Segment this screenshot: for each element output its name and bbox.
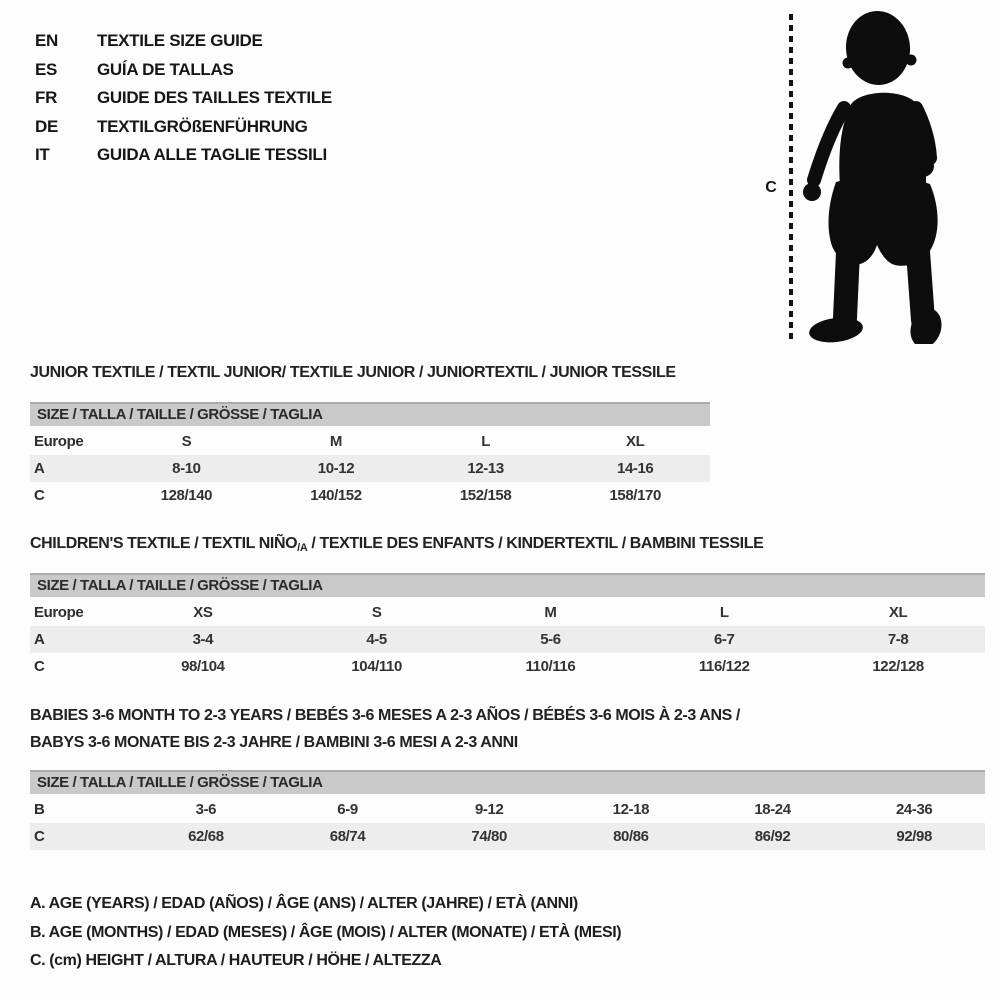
language-row [35, 141, 332, 170]
value-cell: M [329, 433, 343, 450]
value-cell: 12-18 [612, 801, 650, 818]
language-title: GUÍA DE TALLAS [97, 59, 234, 79]
table-row [30, 455, 710, 482]
note-line: A. AGE (YEARS) / EDAD (AÑOS) / ÂGE (ANS) / ALTER (JAHRE) / ETÀ (ANNI) [30, 895, 578, 912]
language-title-list [35, 27, 332, 170]
table-row [30, 823, 985, 850]
language-row [35, 113, 332, 142]
value-cell: 92/98 [843, 823, 985, 850]
value-cell: 158/170 [609, 487, 661, 504]
size-table-grid [30, 428, 710, 509]
row-label-cell: B [34, 801, 45, 818]
value-cell: 80/86 [560, 823, 702, 850]
height-label: C [765, 179, 777, 196]
value-cell: XL [888, 604, 908, 621]
value-cell: L [719, 604, 729, 621]
section-title-line [30, 359, 676, 386]
section-title [30, 530, 763, 562]
value-cell: S [181, 433, 192, 450]
value-cell: XL [626, 433, 645, 450]
value-cell: 18-24 [754, 801, 791, 818]
language-code: FR [35, 88, 58, 108]
size-header-bar: SIZE / TALLA / TAILLE / GRÖSSE / TAGLIA [30, 770, 985, 794]
section-title-text: BABIES 3-6 MONTH TO 2-3 YEARS / BEBÉS 3-6 MESES A 2-3 AÑOS / BÉBÉS 3-6 MOIS À 2-3 ANS / [30, 707, 740, 724]
value-cell: 62/68 [135, 823, 277, 850]
section-title-text: CHILDREN'S TEXTILE / TEXTIL NIÑO [30, 535, 298, 552]
value-cell: 122/128 [872, 658, 924, 675]
section-title [30, 359, 676, 386]
value-cell: 7-8 [811, 626, 985, 653]
baby-silhouette-icon [800, 6, 955, 344]
value-cell: 74/80 [418, 823, 560, 850]
value-cell: 128/140 [160, 487, 213, 504]
language-row [35, 56, 332, 85]
size-header-bar: SIZE / TALLA / TAILLE / GRÖSSE / TAGLIA [30, 402, 710, 426]
language-code: EN [35, 31, 59, 50]
value-cell: 12-13 [411, 455, 561, 482]
language-row [35, 27, 332, 56]
value-cell: 6-7 [637, 626, 811, 653]
row-label-cell: C [34, 658, 45, 675]
value-cell: 116/122 [698, 658, 750, 675]
section-title-line [30, 702, 740, 729]
table-row [30, 626, 985, 653]
section-title-line [30, 729, 740, 756]
note-line: B. AGE (MONTHS) / EDAD (MESES) / ÂGE (MOIS) / ALTER (MONATE) / ETÀ (MESI) [30, 923, 622, 941]
value-cell: 152/158 [459, 487, 512, 504]
language-code: DE [35, 116, 59, 136]
row-label-cell: A [30, 626, 116, 653]
value-cell: M [544, 604, 557, 621]
row-label-cell: Europe [34, 604, 84, 621]
language-title: GUIDA ALLE TAGLIE TESSILI [97, 145, 327, 165]
language-row [35, 84, 332, 113]
row-label-cell: C [30, 823, 135, 850]
value-cell: 140/152 [310, 487, 362, 504]
row-label-cell: C [34, 487, 45, 504]
value-cell: L [481, 433, 490, 450]
language-title: TEXTILGRÖßENFÜHRUNG [97, 116, 308, 136]
value-cell: 110/116 [525, 658, 576, 675]
size-table-grid [30, 796, 985, 850]
section-title-line [30, 530, 763, 562]
row-label-cell: A [30, 455, 112, 482]
section-title [30, 702, 740, 756]
value-cell: 3-4 [116, 626, 290, 653]
value-cell: 24-36 [895, 801, 933, 818]
size-table [30, 573, 985, 680]
size-table [30, 770, 985, 850]
section-title-text: /A [297, 542, 308, 554]
language-title: TEXTILE SIZE GUIDE [97, 31, 263, 50]
value-cell: S [371, 604, 382, 621]
language-code: ES [35, 59, 58, 79]
table-row [30, 482, 710, 509]
language-code: IT [35, 145, 50, 165]
height-dotted-line [789, 14, 793, 342]
table-row [30, 599, 985, 626]
table-row [30, 796, 985, 823]
note-line: C. (cm) HEIGHT / ALTURA / HAUTEUR / HÖHE / ALTEZZA [30, 952, 442, 970]
table-row [30, 653, 985, 680]
value-cell: 9-12 [474, 801, 504, 818]
value-cell: 68/74 [277, 823, 419, 850]
section-title-text: / TEXTILE DES ENFANTS / KINDERTEXTIL / BAMBINI TESSILE [307, 535, 764, 552]
value-cell: 8-10 [112, 455, 262, 482]
size-table-grid [30, 599, 985, 680]
section-title-text: BABYS 3-6 MONATE BIS 2-3 JAHRE / BAMBINI 3-6 MESI A 2-3 ANNI [30, 734, 518, 751]
value-cell: 5-6 [464, 626, 638, 653]
size-header-bar: SIZE / TALLA / TAILLE / GRÖSSE / TAGLIA [30, 573, 985, 597]
section-title-text: JUNIOR TEXTILE / TEXTIL JUNIOR/ TEXTILE JUNIOR / JUNIORTEXTIL / JUNIOR TESSILE [30, 364, 676, 381]
value-cell: 4-5 [290, 626, 464, 653]
value-cell: 10-12 [261, 455, 411, 482]
size-table [30, 402, 710, 509]
value-cell: 14-16 [560, 455, 710, 482]
value-cell: 86/92 [702, 823, 844, 850]
row-label-cell: Europe [34, 433, 84, 450]
footnotes [30, 890, 621, 976]
value-cell: 6-9 [337, 801, 358, 818]
value-cell: 3-6 [195, 801, 217, 818]
value-cell: 98/104 [181, 658, 225, 675]
value-cell: XS [193, 604, 213, 621]
value-cell: 104/110 [351, 658, 402, 675]
language-title: GUIDE DES TAILLES TEXTILE [97, 88, 332, 108]
table-row [30, 428, 710, 455]
